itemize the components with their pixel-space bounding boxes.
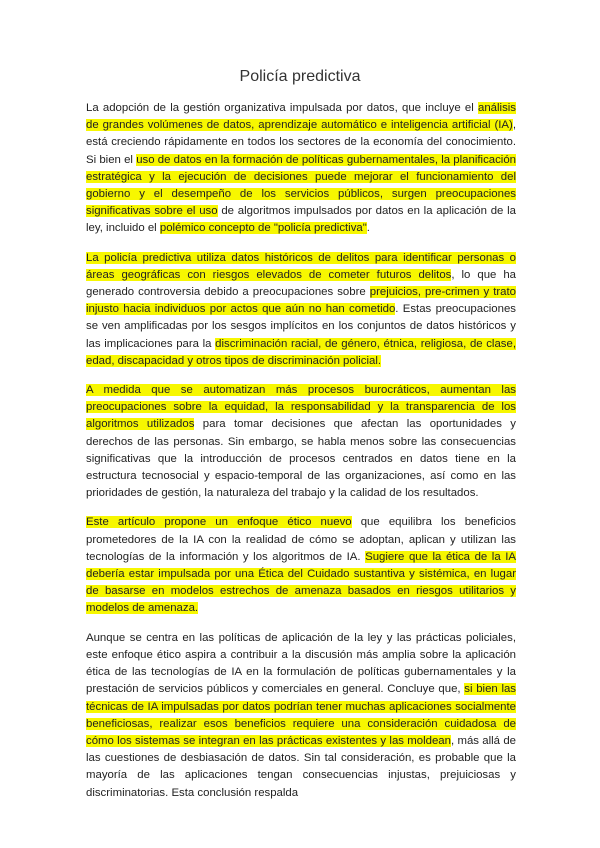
paragraph-3 [86, 382, 516, 502]
highlighted-text: Sugiere que la ética de la IA debería estar impulsada por una Ética del Cuidado sustantiva y sistémica, en lugar de basarse en modelos estrechos de amenaza basados en riesgos utilitarios y modelos de amenaza. [86, 550, 516, 615]
highlighted-text: A medida que se automatizan más procesos burocráticos, aumentan las preocupaciones sobre la equidad, la responsabilidad y la transparencia de los algoritmos utilizados [86, 384, 516, 431]
highlighted-text: prejuicios, pre-crimen y trato injusto hacia individuos por actos que aún no han cometido [86, 286, 516, 316]
paragraph-2 [86, 250, 516, 370]
body-text: , está creciendo rápidamente en todos los sectores de la economía del conocimiento. Si bien el [86, 119, 516, 166]
highlighted-text: La policía predictiva utiliza datos históricos de delitos para identificar personas o áreas geográficas con riesgos elevados de cometer futuros delitos [86, 251, 516, 281]
highlighted-text: Este artículo propone un enfoque ético nuevo [86, 516, 352, 529]
body-text: , más allá de las cuestiones de desbiasación de datos. Sin tal consideración, es probable que la mayoría de las aplicaciones tengan consecuencias injustas, prejuiciosas y discriminatorias. Esta conclusión respalda [86, 734, 516, 799]
body-text: de algoritmos impulsados por datos en la aplicación de la ley, incluido el [86, 205, 516, 235]
highlighted-text: uso de datos en la formación de políticas gubernamentales, la planificación estratégica y la ejecución de decisiones puede mejorar el funcionamiento del gobierno y el desempeño de los servicios públicos, surgen preocupaciones significativas sobre el uso [86, 153, 516, 218]
body-text: , lo que ha generado controversia debido a preocupaciones sobre [86, 268, 517, 299]
body-text: Aunque se centra en las políticas de aplicación de la ley y las prácticas policiales, este enfoque ético aspira a contribuir a la discusión más amplia sobre la aplicación ética de las tecnologías de IA en la formulación de políticas gubernamentales y la prestación de servicios públicos y comerciales en general. Concluye que, [86, 631, 516, 696]
highlighted-text: polémico concepto de "policía predictiva" [159, 222, 367, 235]
paragraph-4 [86, 514, 516, 617]
paragraph-1 [86, 100, 516, 238]
highlighted-text: discriminación racial, de género, étnica, religiosa, de clase, edad, discapacidad y otros tipos de discriminación policial. [86, 337, 516, 367]
document-title: Policía predictiva [239, 68, 361, 85]
body-text: que equilibra los beneficios prometedores de la IA con la realidad de cómo se adoptan, aplican y utilizan las tecnologías de la información y los algoritmos de IA. [86, 516, 516, 563]
body-text: . [366, 222, 370, 235]
highlighted-text: análisis de grandes volúmenes de datos, aprendizaje automático e inteligencia artificial (IA) [86, 102, 516, 132]
paragraph-5 [86, 630, 516, 802]
body-text: . Estas preocupaciones se ven amplificadas por los sesgos implícitos en los conjuntos de datos históricos y las implicaciones para la [86, 303, 516, 350]
body-text: para tomar decisiones que afectan las oportunidades y derechos de las personas. Sin embargo, se habla menos sobre las consecuencias significativas que la introducción de procesos centrados en datos tiene en la estructura tecnosocial y espacio-temporal de las organizaciones, así como en las prioridades de gestión, la naturaleza del trabajo y la calidad de los resultados. [86, 418, 516, 500]
highlighted-text: si bien las técnicas de IA impulsadas por datos podrían tener muchas aplicaciones socialmente beneficiosas, realizar esos beneficios requiere una consideración cuidadosa de cómo los sistemas se integran en las prácticas existentes y las moldean [86, 683, 517, 747]
document-body [86, 100, 516, 814]
body-text: La adopción de la gestión organizativa impulsada por datos, que incluye el [86, 102, 478, 114]
